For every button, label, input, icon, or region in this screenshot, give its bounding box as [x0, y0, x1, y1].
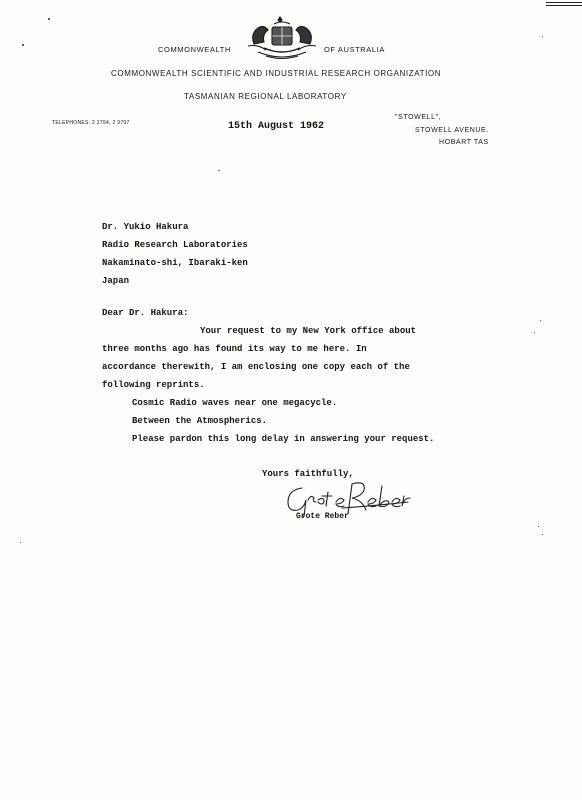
salutation: Dear Dr. Hakura: [102, 308, 189, 318]
letterhead-left-word: COMMONWEALTH [158, 45, 231, 54]
laboratory-name: TASMANIAN REGIONAL LABORATORY [184, 92, 347, 101]
recipient-line-3: Japan [102, 276, 130, 286]
scan-speck [48, 18, 50, 20]
recipient-name: Dr. Yukio Hakura [102, 222, 189, 232]
address-line-2: STOWELL AVENUE. [415, 127, 489, 134]
closing: Yours faithfully, [262, 469, 354, 479]
telephones: TELEPHONES: 2 2794, 2 9797 [52, 120, 130, 126]
scan-speck [538, 526, 539, 527]
scan-speck [218, 169, 220, 171]
body-line: Please pardon this long delay in answering your request. [132, 434, 435, 444]
scan-speck [22, 44, 24, 46]
edge-rule [546, 5, 582, 6]
address-line-1: "STOWELL", [395, 114, 442, 121]
letter-date: 15th August 1962 [228, 121, 325, 132]
scan-speck [20, 542, 21, 543]
reprint-item: Between the Atmospherics. [132, 416, 268, 426]
coat-of-arms-emblem [244, 16, 322, 62]
letterhead-right-word: OF AUSTRALIA [324, 45, 385, 54]
scan-speck [542, 36, 543, 37]
organization-name: COMMONWEALTH SCIENTIFIC AND INDUSTRIAL RESEARCH ORGANIZATION [111, 69, 442, 78]
edge-rule [546, 2, 582, 3]
scan-speck [542, 534, 543, 535]
scan-speck [534, 332, 535, 333]
signer-name: Grote Reber [296, 512, 349, 521]
reprint-item: Cosmic Radio waves near one megacycle. [132, 398, 338, 408]
body-line: Your request to my New York office about [200, 326, 417, 336]
recipient-line-2: Nakaminato-shi, Ibaraki-ken [102, 258, 248, 268]
body-line: three months ago has found its way to me here. In [102, 344, 367, 354]
recipient-line-1: Radio Research Laboratories [102, 240, 248, 250]
body-line: accordance therewith, I am enclosing one copy each of the [102, 362, 410, 372]
address-line-3: HOBART TAS [439, 139, 489, 146]
scan-speck [540, 320, 541, 321]
body-line: following reprints. [102, 380, 205, 390]
